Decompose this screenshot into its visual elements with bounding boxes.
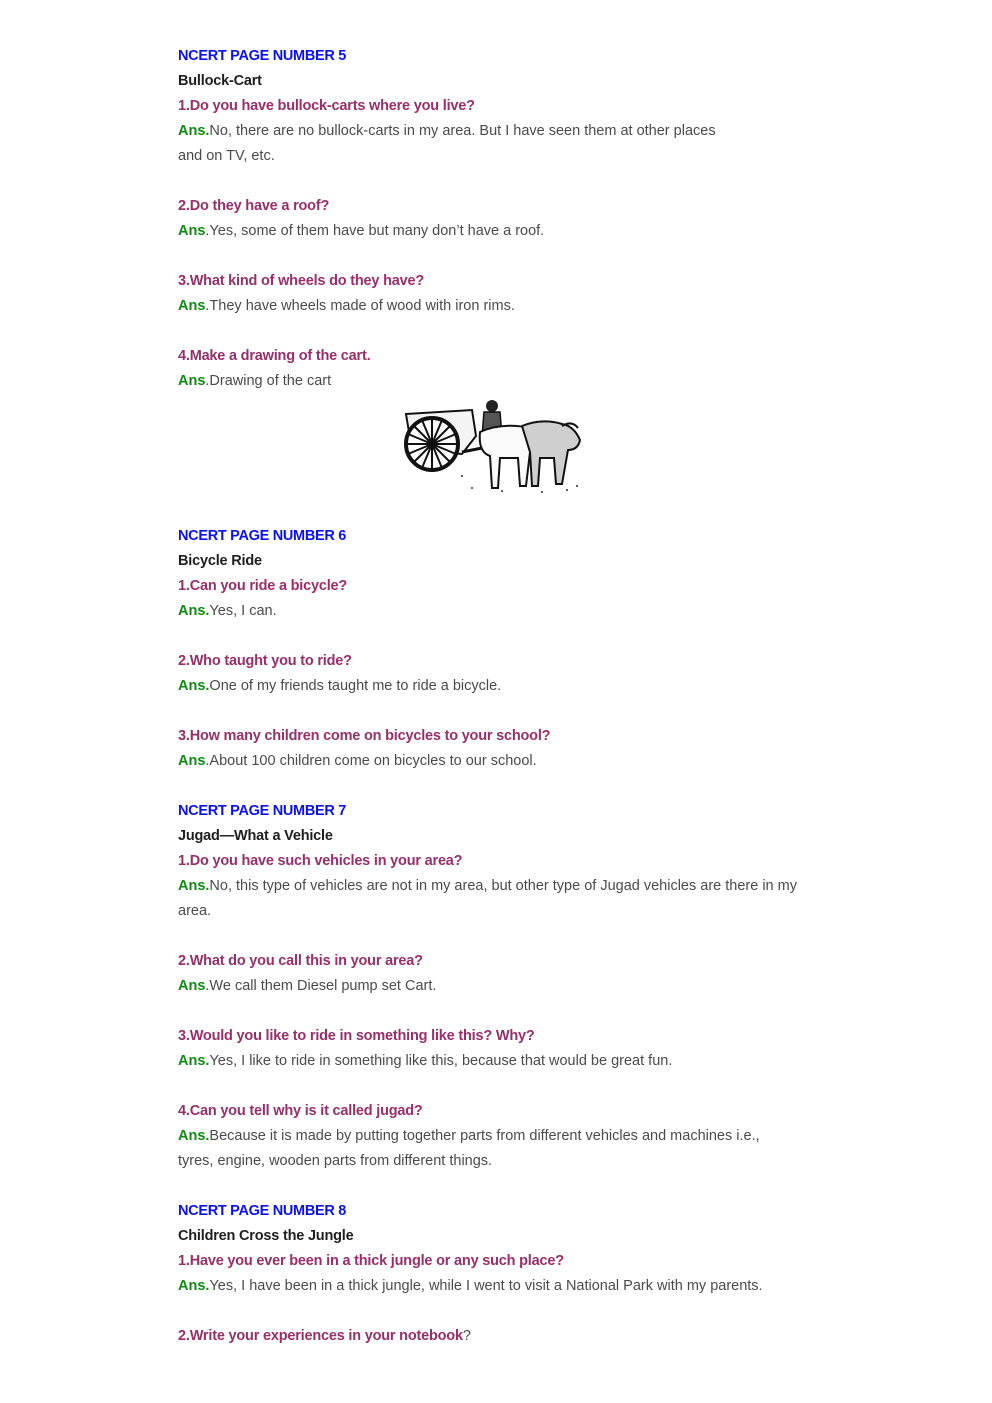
answer-label: Ans	[178, 753, 206, 769]
answer	[178, 1124, 798, 1174]
answer-label: Ans	[178, 978, 206, 994]
answer	[178, 599, 808, 624]
question: 3.Would you like to ride in something like this? Why?	[178, 1028, 535, 1044]
answer	[178, 1049, 808, 1074]
answer-label: Ans.	[178, 878, 210, 894]
answer-label: Ans	[178, 223, 206, 239]
answer	[178, 1274, 808, 1299]
answer	[178, 974, 808, 999]
document-page	[178, 44, 808, 1349]
answer-label: Ans.	[178, 1053, 210, 1069]
section-title: Children Cross the Jungle	[178, 1228, 354, 1244]
question: 1.Do you have bullock-carts where you live?	[178, 98, 475, 114]
question	[178, 1324, 808, 1349]
question: 2.What do you call this in your area?	[178, 953, 423, 969]
answer-text: .About 100 children come on bicycles to our school.	[205, 753, 537, 769]
answer-text: .Drawing of the cart	[205, 373, 332, 389]
answer-text: .Yes, some of them have but many don’t have a roof.	[205, 223, 545, 239]
question: 1.Can you ride a bicycle?	[178, 578, 348, 594]
answer-text: Yes, I have been in a thick jungle, while I went to visit a National Park with my parents.	[209, 1278, 763, 1294]
section-heading: NCERT PAGE NUMBER 8	[178, 1203, 347, 1219]
question-suffix: ?	[462, 1328, 471, 1344]
answer-text: Yes, I like to ride in something like this, because that would be great fun.	[209, 1053, 673, 1069]
section-title: Bullock-Cart	[178, 73, 262, 89]
question-text: 2.Write your experiences in your notebook	[178, 1328, 463, 1344]
answer	[178, 294, 808, 319]
question: 3.How many children come on bicycles to your school?	[178, 728, 551, 744]
question: 2.Who taught you to ride?	[178, 653, 352, 669]
answer	[178, 119, 738, 169]
section-heading: NCERT PAGE NUMBER 6	[178, 528, 347, 544]
answer-text: .We call them Diesel pump set Cart.	[205, 978, 437, 994]
answer-label: Ans	[178, 373, 206, 389]
answer	[178, 874, 798, 924]
answer	[178, 219, 808, 244]
section-title: Jugad—What a Vehicle	[178, 828, 333, 844]
answer-label: Ans.	[178, 1278, 210, 1294]
section-heading: NCERT PAGE NUMBER 7	[178, 803, 347, 819]
answer-label: Ans.	[178, 123, 210, 139]
bullock-cart-figure	[178, 394, 808, 524]
answer-label: Ans.	[178, 1128, 210, 1144]
answer-label: Ans.	[178, 678, 210, 694]
section-heading: NCERT PAGE NUMBER 5	[178, 48, 347, 64]
question: 1.Do you have such vehicles in your area?	[178, 853, 463, 869]
answer	[178, 674, 808, 699]
answer	[178, 369, 808, 394]
answer	[178, 749, 808, 774]
bullock-cart-drawing-icon	[402, 396, 584, 496]
answer-text: Yes, I can.	[209, 603, 277, 619]
answer-text: .They have wheels made of wood with iron rims.	[205, 298, 515, 314]
answer-text: No, there are no bullock-carts in my area. But I have seen them at other places and on TV, etc.	[178, 123, 716, 164]
answer-text: No, this type of vehicles are not in my area, but other type of Jugad vehicles are there in my area.	[178, 878, 797, 919]
answer-label: Ans.	[178, 603, 210, 619]
question: 3.What kind of wheels do they have?	[178, 273, 424, 289]
section-title: Bicycle Ride	[178, 553, 262, 569]
question: 1.Have you ever been in a thick jungle or any such place?	[178, 1253, 564, 1269]
question: 4.Make a drawing of the cart.	[178, 348, 371, 364]
answer-text: One of my friends taught me to ride a bicycle.	[209, 678, 502, 694]
question: 4.Can you tell why is it called jugad?	[178, 1103, 423, 1119]
answer-label: Ans	[178, 298, 206, 314]
answer-text: Because it is made by putting together parts from different vehicles and machines i.e., tyres, engine, wooden parts from different things.	[178, 1128, 760, 1169]
question: 2.Do they have a roof?	[178, 198, 330, 214]
